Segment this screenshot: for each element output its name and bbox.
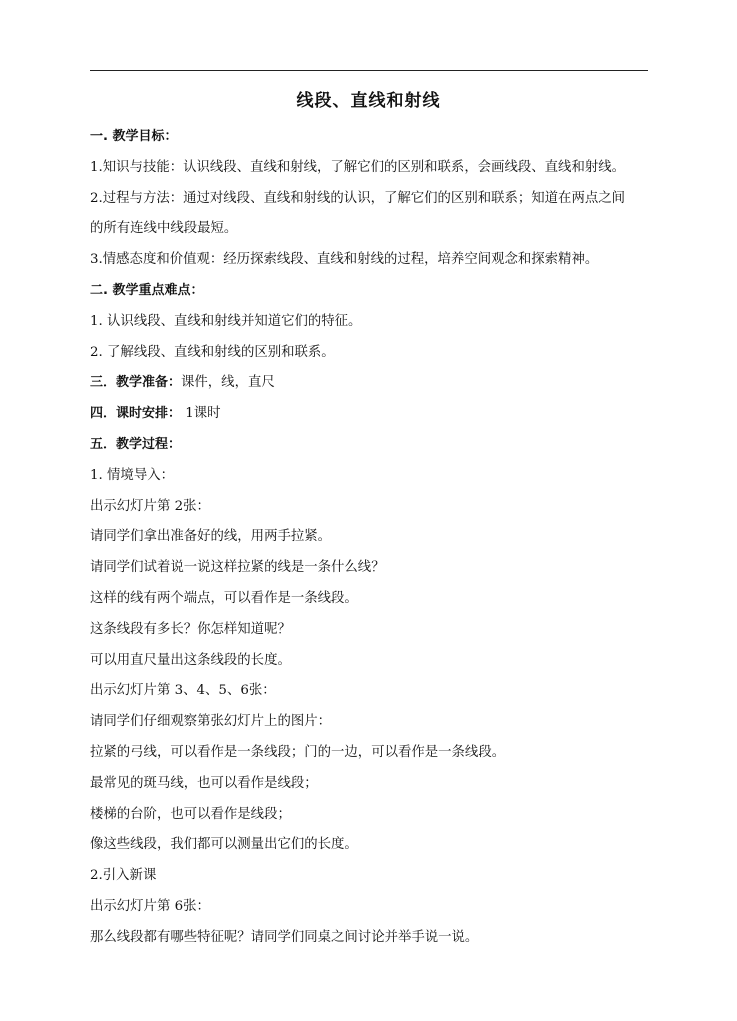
section-heading-label: 四．课时安排： <box>90 406 182 422</box>
section-heading-label: 三．教学准备： <box>90 375 182 391</box>
paragraph-line: 2. 了解线段、直线和射线的区别和联系。 <box>90 344 335 360</box>
section-heading: 五．教学过程： <box>90 436 182 452</box>
paragraph-line: 那么线段都有哪些特征呢？请同学们同桌之间讨论并举手说一说。 <box>90 929 479 945</box>
section-heading-inline <box>90 368 650 399</box>
paragraph-line: 这条线段有多长？你怎样知道呢？ <box>90 621 291 637</box>
document-title: 线段、直线和射线 <box>296 91 441 111</box>
paragraph-line: 出示幻灯片第 6张： <box>90 898 210 914</box>
section-heading: 一. 教学目标： <box>90 129 178 144</box>
paragraph-line: 拉紧的弓线，可以看作是一条线段；门的一边，可以看作是一条线段。 <box>90 744 506 760</box>
header-rule <box>90 70 648 71</box>
paragraph-line: 请同学们仔细观察第张幻灯片上的图片： <box>90 714 332 730</box>
paragraph-line: 3.情感态度和价值观：经历探索线段、直线和射线的过程，培养空间观念和探索精神。 <box>90 252 599 268</box>
section-heading-inline <box>90 399 650 430</box>
paragraph-line: 这样的线有两个端点，可以看作是一条线段。 <box>90 590 358 606</box>
paragraph-line: 的所有连线中线段最短。 <box>90 221 238 237</box>
paragraph-line: 2.引入新课 <box>90 868 157 884</box>
document-body <box>90 122 650 954</box>
paragraph-line: 1. 情境导入： <box>90 467 174 483</box>
paragraph-line: 1. 认识线段、直线和射线并知道它们的特征。 <box>90 313 362 329</box>
paragraph-line: 出示幻灯片第 3、4、5、6张： <box>90 683 276 699</box>
paragraph-line: 出示幻灯片第 2张： <box>90 498 210 514</box>
paragraph-line: 1.知识与技能：认识线段、直线和射线，了解它们的区别和联系，会画线段、直线和射线。 <box>90 159 626 175</box>
section-heading-value: 课件，线，直尺 <box>181 375 275 391</box>
section-heading: 二. 教学重点难点： <box>90 282 204 298</box>
paragraph-line: 2.过程与方法：通过对线段、直线和射线的认识，了解它们的区别和联系；知道在两点之间 <box>90 190 626 206</box>
paragraph-line: 请同学们试着说一说这样拉紧的线是一条什么线？ <box>90 560 385 576</box>
paragraph-line: 楼梯的台阶，也可以看作是线段； <box>90 806 291 822</box>
paragraph-line: 请同学们拿出准备好的线，用两手拉紧。 <box>90 529 332 545</box>
paragraph-line: 像这些线段，我们都可以测量出它们的长度。 <box>90 837 358 853</box>
paragraph-line: 最常见的斑马线，也可以看作是线段； <box>90 775 318 791</box>
paragraph-line: 可以用直尺量出这条线段的长度。 <box>90 652 291 668</box>
section-heading-value: 1课时 <box>181 406 221 422</box>
